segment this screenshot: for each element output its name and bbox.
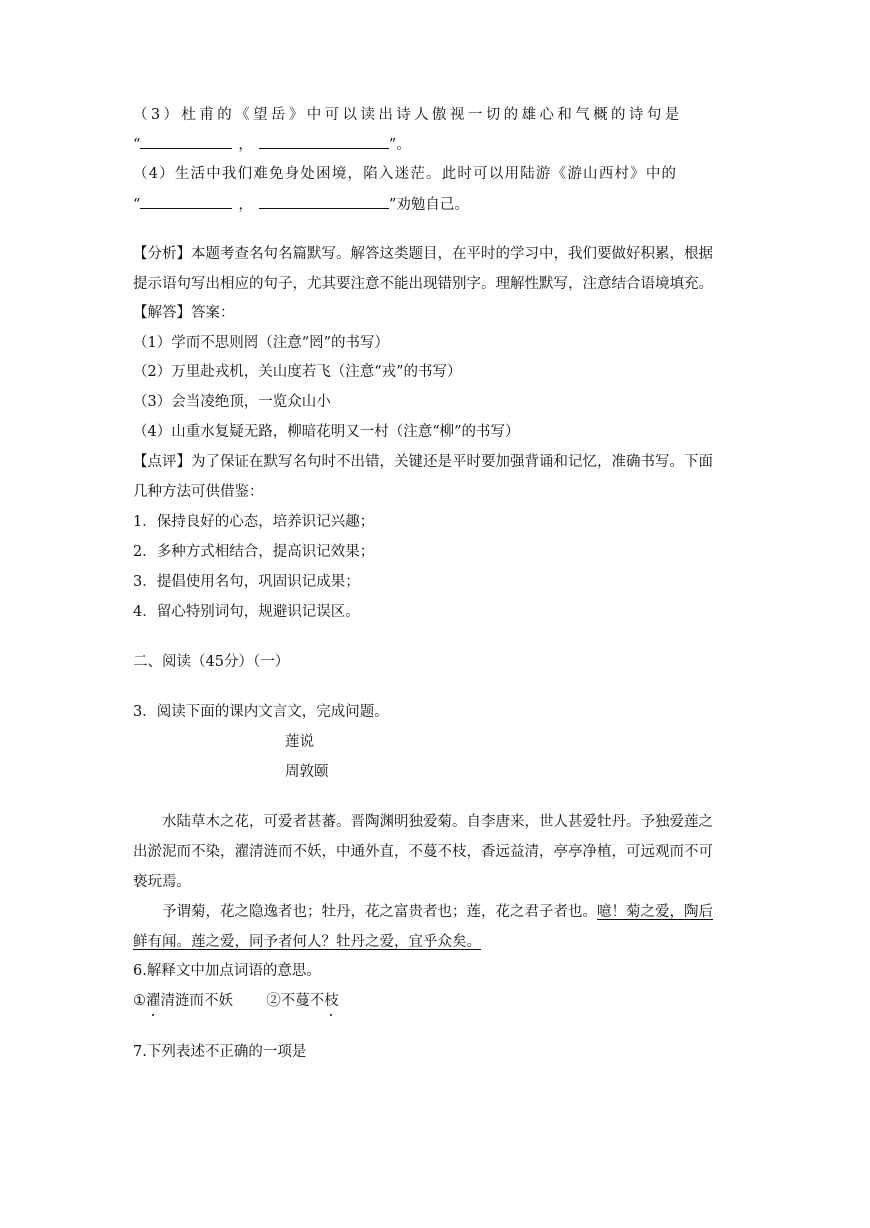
q6-items <box>133 991 339 1011</box>
analysis-line-2: 提示语句写出相应的句子，尤其要注意不能出现错别字。理解性默写，注意结合语境填充。 <box>133 276 713 292</box>
poem-p2-line-1 <box>162 902 713 922</box>
poem-p1-line-1: 水陆草木之花，可爱者甚蕃。晋陶渊明独爱菊。自李唐来，世人甚爱牡丹。予独爱莲之 <box>162 814 713 830</box>
q3-prompt: （3）杜甫的《望岳》中可以读出诗人傲视一切的雄心和气概的诗句是 <box>133 107 683 123</box>
q4-comma: ， <box>238 197 253 213</box>
section-heading: 二、阅读（45分）（一） <box>133 654 290 670</box>
q3-blanks-line <box>133 134 411 155</box>
answer-item: （2）万里赴戎机，关山度若飞（注意“戎”的书写） <box>133 364 462 380</box>
q4-blanks-line <box>133 194 469 215</box>
q3-blank-1[interactable] <box>140 134 232 149</box>
comment-item: 1．保持良好的心态，培养识记兴趣； <box>133 514 375 530</box>
q4-blank-1[interactable] <box>140 194 232 209</box>
q3-close: ”。 <box>388 137 411 153</box>
q3-blank-2[interactable] <box>259 134 389 149</box>
answer-item: （3）会当凌绝顶，一览众山小 <box>133 394 331 410</box>
emphasis-dot-word-2: 枝 <box>324 993 339 1009</box>
poem-p2-underlined-2: 鲜有闻。莲之爱，同予者何人？牡丹之爱，宜乎众矣。 <box>133 934 481 950</box>
q6-item-1-prefix: ① <box>133 993 146 1009</box>
poem-p1-line-2: 出淤泥而不染，濯清涟而不妖，中通外直，不蔓不枝，香远益清，亭亭净植，可远观而不可 <box>133 844 713 860</box>
comment-line-1: 【点评】为了保证在默写名句时不出错，关键还是平时要加强背诵和记忆，准确书写。下面 <box>133 454 713 470</box>
poem-author: 周敦颐 <box>285 764 329 780</box>
comment-line-2: 几种方法可供借鉴： <box>133 484 264 500</box>
q6-title: 6.解释文中加点词语的意思。 <box>133 963 321 979</box>
q4-close: ”劝勉自己。 <box>388 197 469 213</box>
q4-blank-2[interactable] <box>259 194 389 209</box>
q3-open-quote: “ <box>133 137 141 153</box>
q6-item-1-rest: 清涟而不妖 <box>160 993 233 1009</box>
q7-title: 7.下列表述不正确的一项是 <box>133 1044 307 1060</box>
q6-item-2-prefix: ②不蔓不 <box>266 993 325 1009</box>
poem-p2-underlined-1: 噫！菊之爱，陶后 <box>597 904 713 920</box>
poem-p1-line-3: 亵玩焉。 <box>133 874 191 890</box>
comment-item: 4．留心特别词句，规避识记误区。 <box>133 604 360 620</box>
poem-p2-plain: 予谓菊，花之隐逸者也；牡丹，花之富贵者也；莲，花之君子者也。 <box>162 904 597 920</box>
comment-item: 2．多种方式相结合，提高识记效果； <box>133 544 375 560</box>
q4-prompt: （4）生活中我们难免身处困境，陷入迷茫。此时可以用陆游《游山西村》中的 <box>133 166 678 182</box>
q4-open-quote: “ <box>133 197 141 213</box>
answer-header: 【解答】答案： <box>133 305 235 321</box>
question-3-prompt: 3．阅读下面的课内文言文，完成问题。 <box>133 704 389 720</box>
emphasis-dot-word-1: 濯 <box>146 993 161 1009</box>
answer-item: （1）学而不思则罔（注意“罔”的书写） <box>133 335 390 351</box>
poem-title: 莲说 <box>285 734 314 750</box>
comment-item: 3．提倡使用名句，巩固识记成果； <box>133 574 360 590</box>
poem-p2-line-2 <box>133 932 481 952</box>
answer-item: （4）山重水复疑无路，柳暗花明又一村（注意“柳”的书写） <box>133 424 520 440</box>
q3-comma: ， <box>238 137 253 153</box>
analysis-line-1: 【分析】本题考查名句名篇默写。解答这类题目，在平时的学习中，我们要做好积累，根据 <box>133 246 713 262</box>
